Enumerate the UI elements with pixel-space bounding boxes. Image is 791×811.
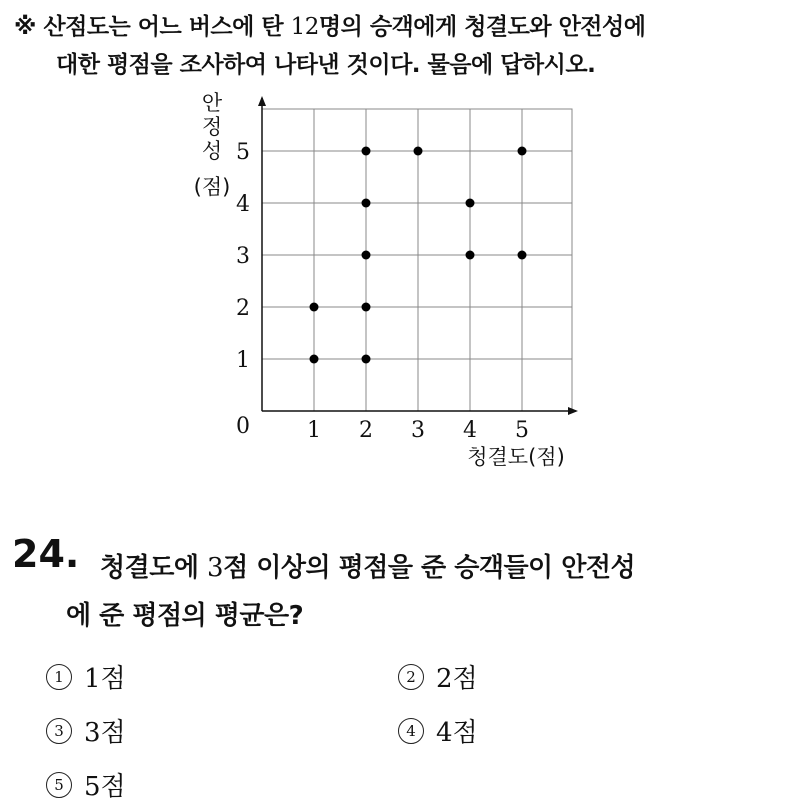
data-point bbox=[518, 147, 527, 156]
option-1[interactable] bbox=[46, 658, 126, 695]
option-5-text: 5점 bbox=[84, 772, 126, 802]
data-point bbox=[362, 147, 371, 156]
data-point bbox=[362, 251, 371, 260]
intro-text-part1: 산점도는 어느 버스에 탄 bbox=[43, 14, 291, 40]
origin-label: 0 bbox=[236, 414, 250, 439]
x-tick-label: 4 bbox=[463, 418, 477, 443]
x-tick-label: 2 bbox=[359, 418, 373, 443]
data-point bbox=[414, 147, 423, 156]
passenger-count: 12 bbox=[290, 14, 319, 40]
data-point bbox=[310, 355, 319, 364]
option-2-mark: 2 bbox=[398, 664, 424, 690]
y-tick-label: 2 bbox=[236, 296, 250, 321]
y-axis-label-unit: (점) bbox=[193, 175, 231, 199]
question-threshold: 3 bbox=[207, 553, 224, 583]
x-tick-label: 1 bbox=[307, 418, 321, 443]
question-text-part1: 청결도에 bbox=[100, 553, 208, 583]
data-point bbox=[362, 303, 371, 312]
intro-text-line2: 대한 평점을 조사하여 나타낸 것이다. 물음에 답하시오. bbox=[56, 52, 596, 78]
y-tick-label: 4 bbox=[236, 192, 250, 217]
option-3-mark: 3 bbox=[46, 718, 72, 744]
question-text-line2: 에 준 평점의 평균은? bbox=[66, 601, 304, 631]
y-tick-label: 1 bbox=[236, 348, 250, 373]
y-tick-label: 3 bbox=[236, 244, 250, 269]
question-text-part2: 점 이상의 평점을 준 승객들이 안전성 bbox=[223, 553, 636, 583]
y-tick-label: 5 bbox=[236, 140, 250, 165]
x-axis-arrow bbox=[568, 407, 578, 415]
y-axis-label-char: 정 bbox=[201, 115, 223, 139]
data-point bbox=[310, 303, 319, 312]
option-5[interactable] bbox=[46, 766, 126, 803]
x-tick-label: 3 bbox=[411, 418, 425, 443]
x-tick-label: 5 bbox=[515, 418, 529, 443]
data-point bbox=[518, 251, 527, 260]
option-4-text: 4점 bbox=[436, 718, 478, 748]
y-axis-label-char: 성 bbox=[201, 139, 223, 163]
option-2[interactable] bbox=[398, 658, 478, 695]
data-point bbox=[466, 251, 475, 260]
reference-marker: ※ bbox=[14, 14, 36, 40]
option-4-mark: 4 bbox=[398, 718, 424, 744]
data-point bbox=[362, 199, 371, 208]
option-3[interactable] bbox=[46, 712, 126, 749]
x-axis-label: 청결도(점) bbox=[467, 445, 565, 469]
option-4[interactable] bbox=[398, 712, 478, 749]
option-2-text: 2점 bbox=[436, 664, 478, 694]
y-axis-arrow bbox=[258, 96, 266, 106]
question-number: 24. bbox=[12, 532, 80, 576]
data-point bbox=[466, 199, 475, 208]
question-text bbox=[66, 544, 780, 640]
intro-text-part2: 명의 승객에게 청결도와 안전성에 bbox=[318, 14, 646, 40]
option-1-mark: 1 bbox=[46, 664, 72, 690]
option-1-text: 1점 bbox=[84, 664, 126, 694]
option-3-text: 3점 bbox=[84, 718, 126, 748]
option-5-mark: 5 bbox=[46, 772, 72, 798]
y-axis-label-char: 안 bbox=[201, 91, 223, 115]
data-point bbox=[362, 355, 371, 364]
